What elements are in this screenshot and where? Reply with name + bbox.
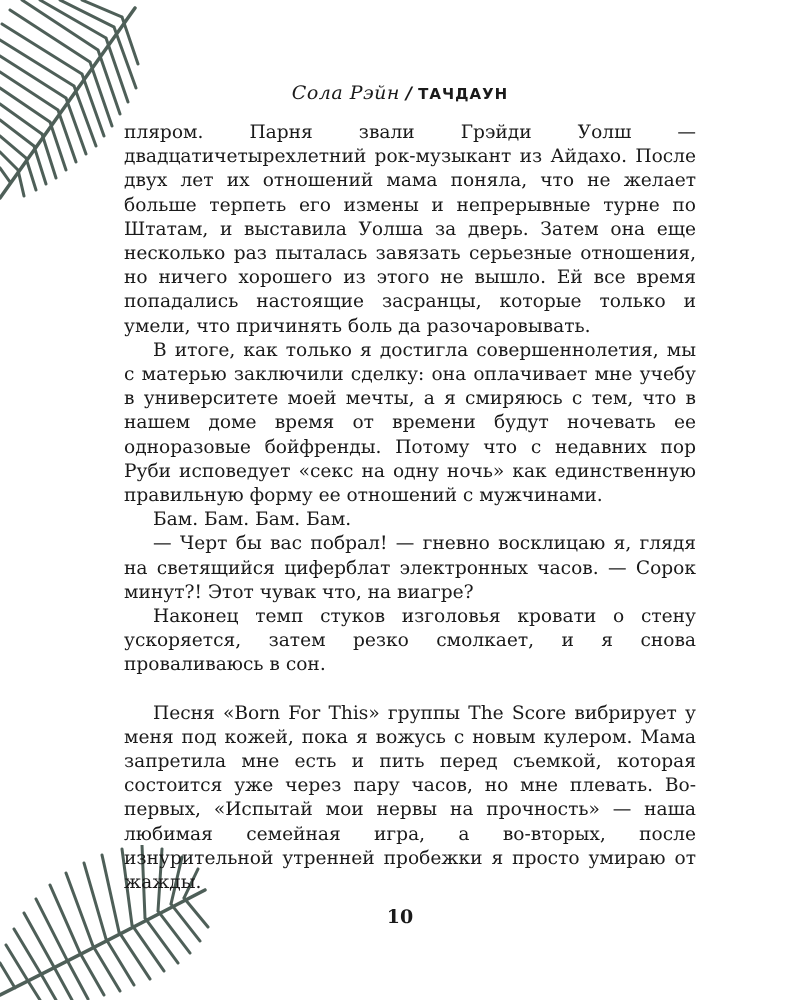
- running-header: [0, 82, 800, 104]
- paragraph-4: — Черт бы вас побрал! — гневно восклицаю я, глядя на светящийся циферблат электронных часов. — Сорок минут?! Этот чувак что, на виагре?: [124, 533, 696, 603]
- page-number: 10: [386, 906, 414, 928]
- header-title: ТАЧДАУН: [418, 85, 509, 103]
- paragraph-1: пляром. Парня звали Грэйди Уолш — двадцатичетырехлетний рок-музыкант из Айдахо. После двух лет их отношений мама поняла, что не желает больше терпеть его измены и непрерывные турне по Штатам, и выставила Уолша за дверь. Затем она еще несколько раз пыталась завязать серьезные отношения, но ничего хорошего из этого не вышло. Ей все время попадались настоящие засранцы, которые только и умели, что причинять боль да разочаровывать.: [124, 122, 696, 337]
- paragraph-2: В итоге, как только я достигла совершеннолетия, мы с матерью заключили сделку: она оплачивает мне учебу в университете моей мечты, а я смиряюсь с тем, что в нашем доме время от времени будут ночевать ее одноразовые бойфренды. Потому что с недавних пор Руби исповедует «секс на одну ночь» как единственную правильную форму ее отношений с мужчинами.: [124, 339, 696, 507]
- header-author: Сола Рэйн: [291, 82, 400, 104]
- paragraph-5: Наконец темп стуков изголовья кровати о стену ускоряется, затем резко смолкает, и я снова проваливаюсь в сон.: [124, 606, 696, 676]
- palm-leaf-top-icon: [0, 0, 140, 210]
- paragraph-6: Песня «Born For This» группы The Score вибрирует у меня под кожей, пока я вожусь с новым кулером. Мама запретила мне есть и пить перед съемкой, которая состоится уже через пару часов, но мне плевать. Во-первых, «Испытай мои нервы на прочность» — наша любимая семейная игра, а во-вторых, после изнурительной утренней пробежки я просто умираю от жажды.: [124, 702, 696, 894]
- section-break: [124, 678, 696, 702]
- paragraph-3: Бам. Бам. Бам. Бам.: [153, 509, 352, 531]
- body-text: [124, 121, 696, 895]
- header-separator: /: [405, 84, 413, 104]
